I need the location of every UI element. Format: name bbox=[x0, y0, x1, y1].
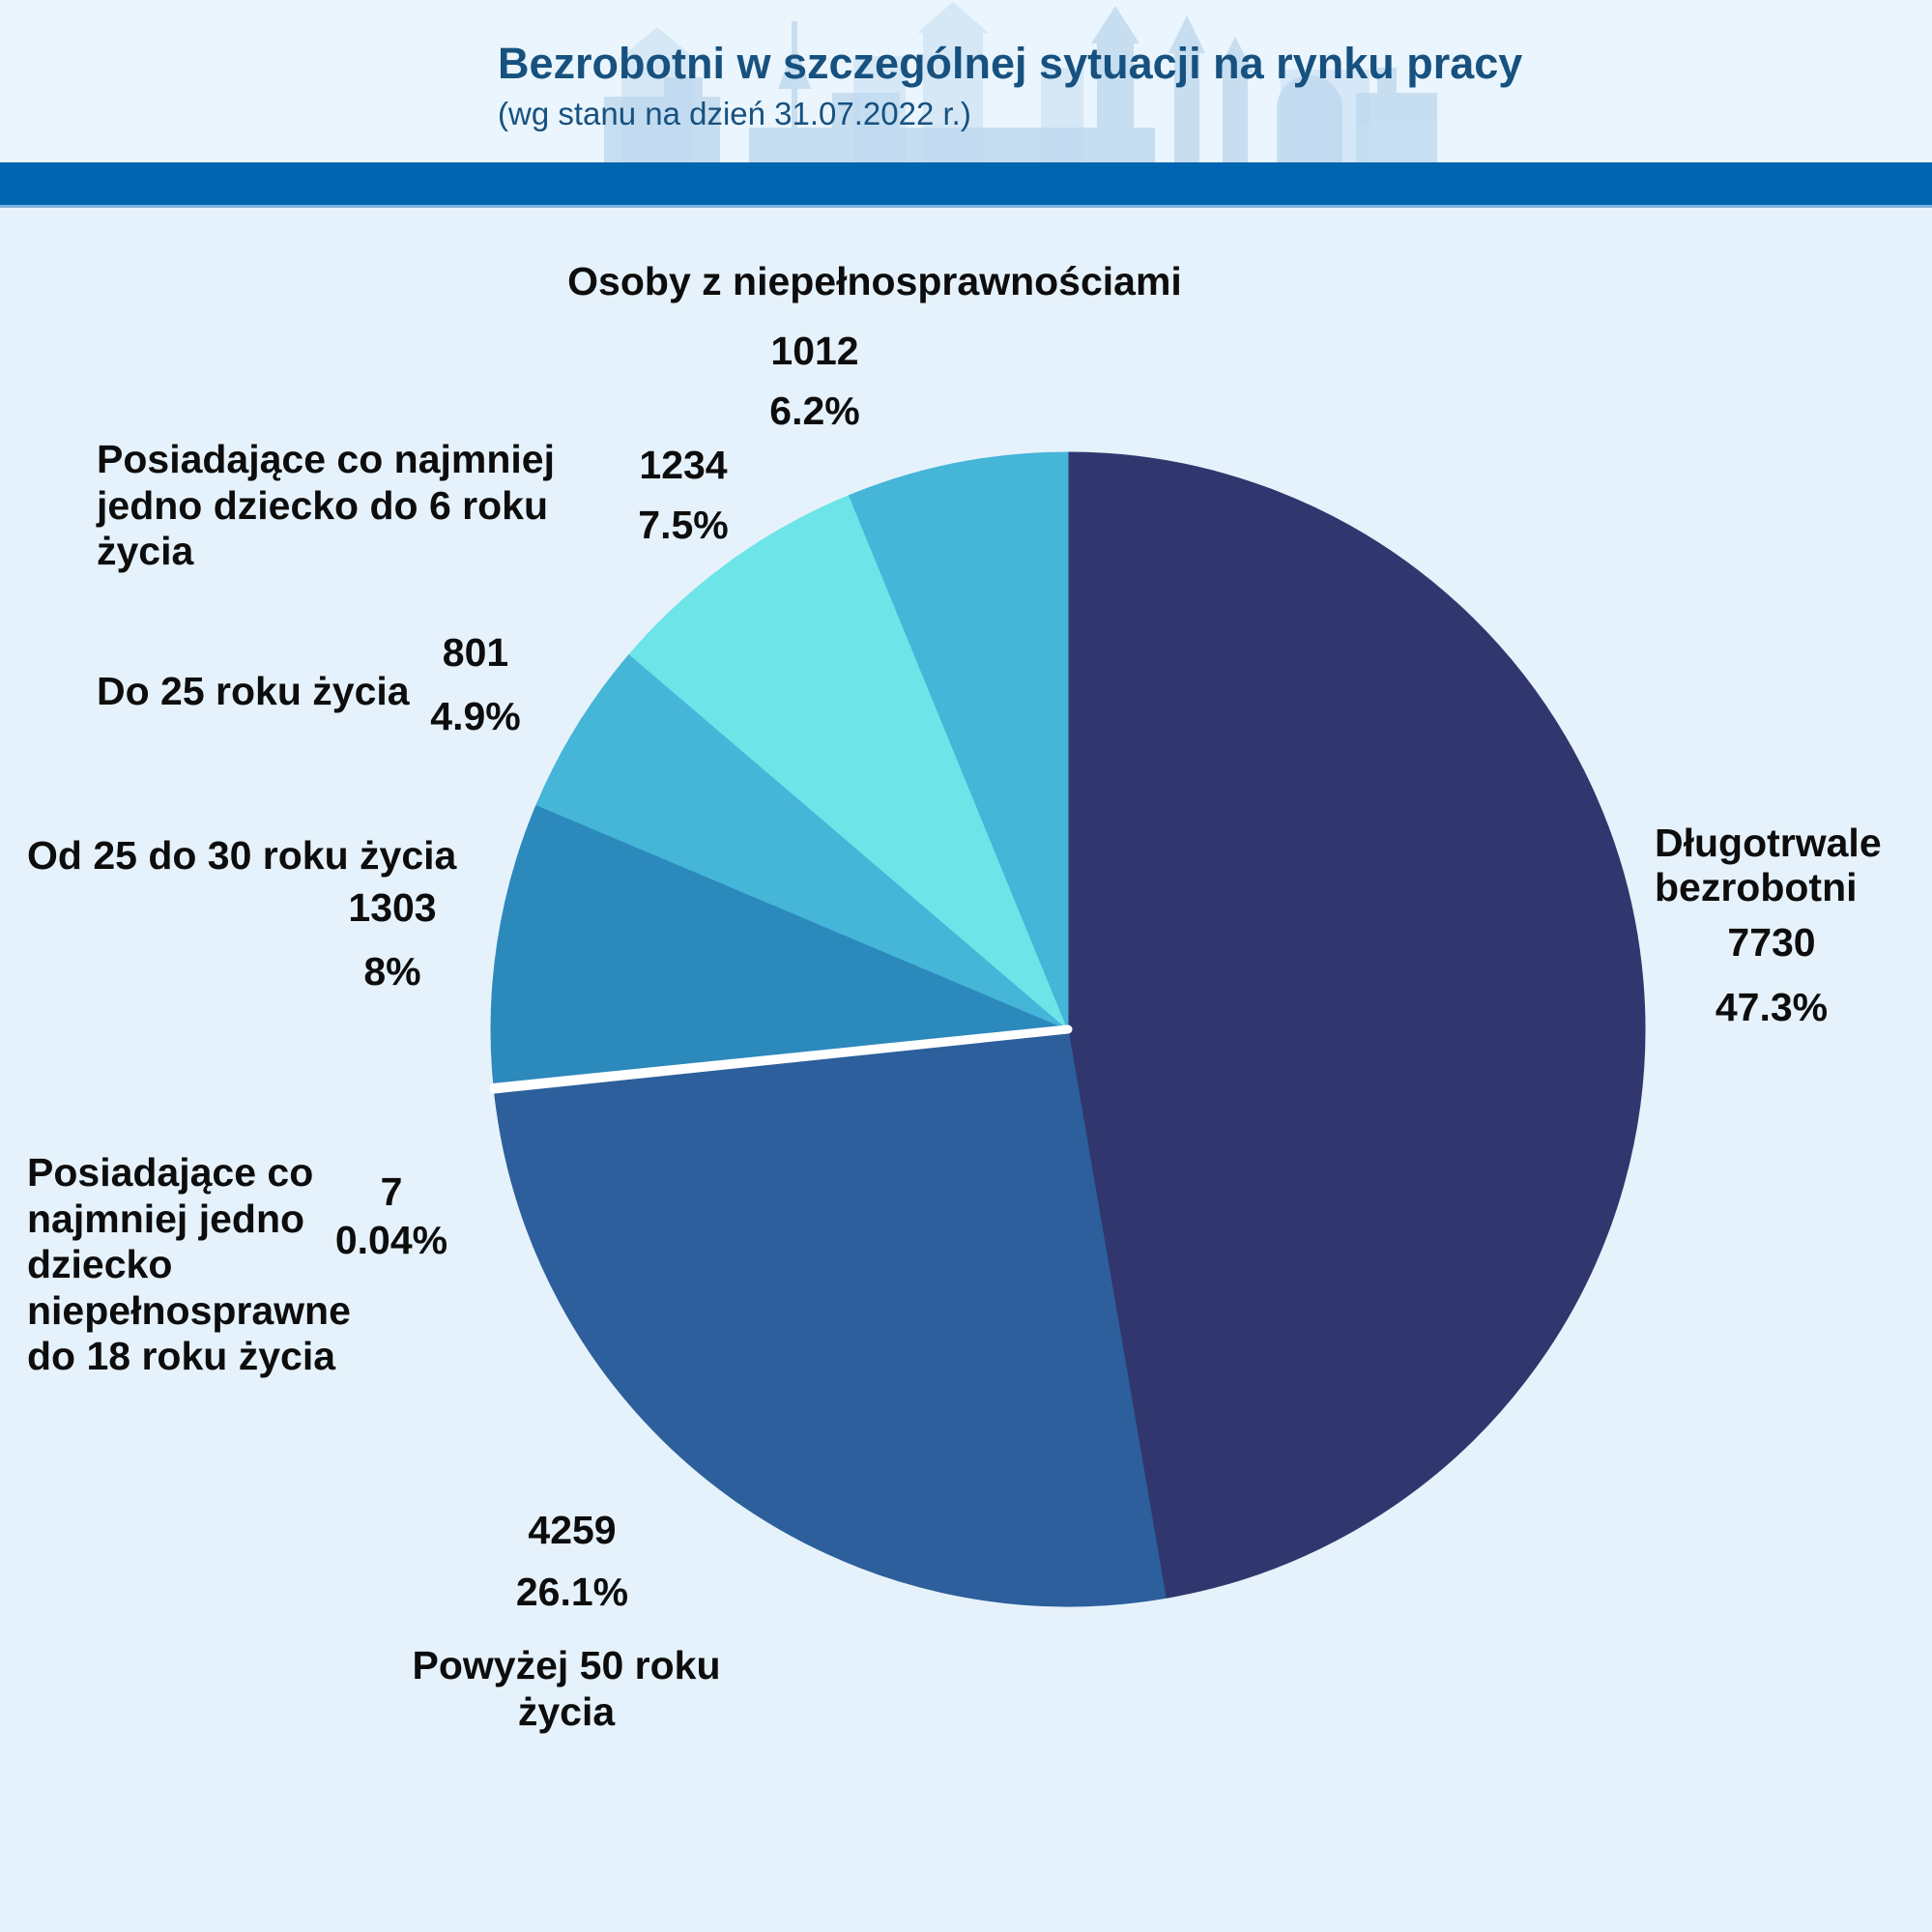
slice-name-dziecko-niepelnosprawne-do-18: Posiadające co najmniej jedno dziecko niepełnosprawne do 18 roku życia bbox=[27, 1150, 351, 1379]
page-subtitle: (wg stanu na dzień 31.07.2022 r.) bbox=[498, 96, 971, 131]
slice-name-od-25-do-30-roku: Od 25 do 30 roku życia bbox=[27, 833, 457, 878]
slice-value-do-25-roku: 801 bbox=[442, 630, 509, 675]
slice-name-powyzej-50-roku: Powyżej 50 roku życia bbox=[412, 1643, 721, 1734]
slice-value-powyzej-50-roku: 4259 bbox=[528, 1508, 617, 1552]
slice-value-od-25-do-30-roku: 1303 bbox=[348, 885, 437, 930]
slice-pct-dlugotrwale-bezrobotni: 47.3% bbox=[1715, 985, 1829, 1029]
slice-pct-dziecko-do-6-roku: 7.5% bbox=[638, 503, 729, 547]
slice-name-dziecko-do-6-roku: Posiadające co najmniej jedno dziecko do 6 roku życia bbox=[97, 437, 555, 574]
slice-name-do-25-roku: Do 25 roku życia bbox=[97, 669, 410, 713]
slice-value-osoby-z-niepelnosprawnosciami: 1012 bbox=[770, 329, 859, 373]
slice-name-dlugotrwale-bezrobotni: Długotrwale bezrobotni bbox=[1655, 821, 1882, 909]
slice-pct-dziecko-niepelnosprawne-do-18: 0.04% bbox=[334, 1218, 448, 1262]
slice-value-dlugotrwale-bezrobotni: 7730 bbox=[1727, 920, 1816, 965]
slice-value-dziecko-do-6-roku: 1234 bbox=[639, 443, 728, 487]
slice-value-dziecko-niepelnosprawne-do-18: 7 bbox=[380, 1169, 403, 1214]
pie-slice-0[interactable] bbox=[1068, 452, 1645, 1598]
slice-pct-do-25-roku: 4.9% bbox=[430, 694, 521, 738]
slice-pct-osoby-z-niepelnosprawnosciami: 6.2% bbox=[769, 389, 860, 433]
slice-name-osoby-z-niepelnosprawnosciami: Osoby z niepełnosprawnościami bbox=[567, 259, 1182, 303]
page-title: Bezrobotni w szczególnej sytuacji na rynku pracy bbox=[498, 39, 1523, 88]
slice-pct-od-25-do-30-roku: 8% bbox=[363, 949, 421, 994]
slice-pct-powyzej-50-roku: 26.1% bbox=[515, 1570, 629, 1614]
